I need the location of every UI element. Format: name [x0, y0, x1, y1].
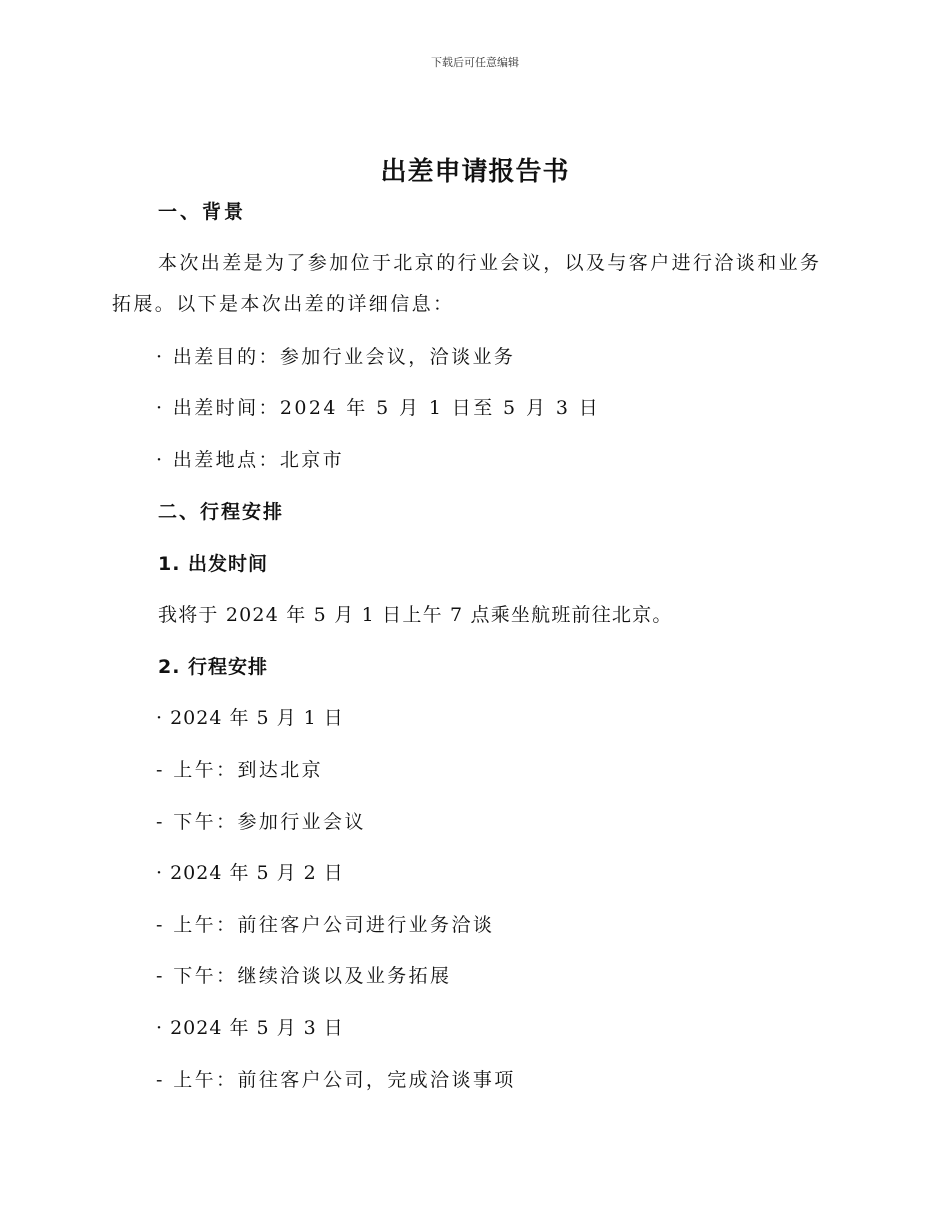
departure-text: 我将于 2024 年 5 月 1 日上午 7 点乘坐航班前往北京。 — [158, 604, 673, 626]
schedule-day-2-morning: - 上午：前往客户公司进行业务洽谈 — [156, 914, 495, 936]
schedule-day-2-afternoon: - 下午：继续洽谈以及业务拓展 — [156, 965, 452, 987]
paragraph-line-2: 拓展。以下是本次出差的详细信息： — [112, 293, 455, 315]
schedule-day-3-morning: - 上午：前往客户公司，完成洽谈事项 — [156, 1069, 516, 1091]
schedule-day-1: · 2024 年 5 月 1 日 — [156, 707, 344, 729]
section-heading-itinerary: 二、行程安排 — [158, 501, 285, 523]
bullet-purpose: · 出差目的：参加行业会议，洽谈业务 — [156, 346, 516, 368]
section-heading-background: 一、背景 — [158, 201, 247, 223]
bullet-location: · 出差地点：北京市 — [156, 449, 345, 471]
document-title: 出差申请报告书 — [380, 157, 570, 187]
paragraph-line-1: 本次出差是为了参加位于北京的行业会议，以及与客户进行洽谈和业务 — [158, 252, 822, 274]
schedule-day-2: · 2024 年 5 月 2 日 — [156, 862, 344, 884]
schedule-day-1-morning: - 上午：到达北京 — [156, 759, 324, 781]
schedule-day-1-afternoon: - 下午：参加行业会议 — [156, 811, 366, 833]
bullet-time: · 出差时间：2024 年 5 月 1 日至 5 月 3 日 — [156, 397, 601, 419]
subheading-departure-time: 1. 出发时间 — [158, 553, 269, 575]
header-note: 下载后可任意编辑 — [431, 56, 519, 69]
schedule-day-3: · 2024 年 5 月 3 日 — [156, 1017, 344, 1039]
subheading-schedule: 2. 行程安排 — [158, 656, 269, 678]
